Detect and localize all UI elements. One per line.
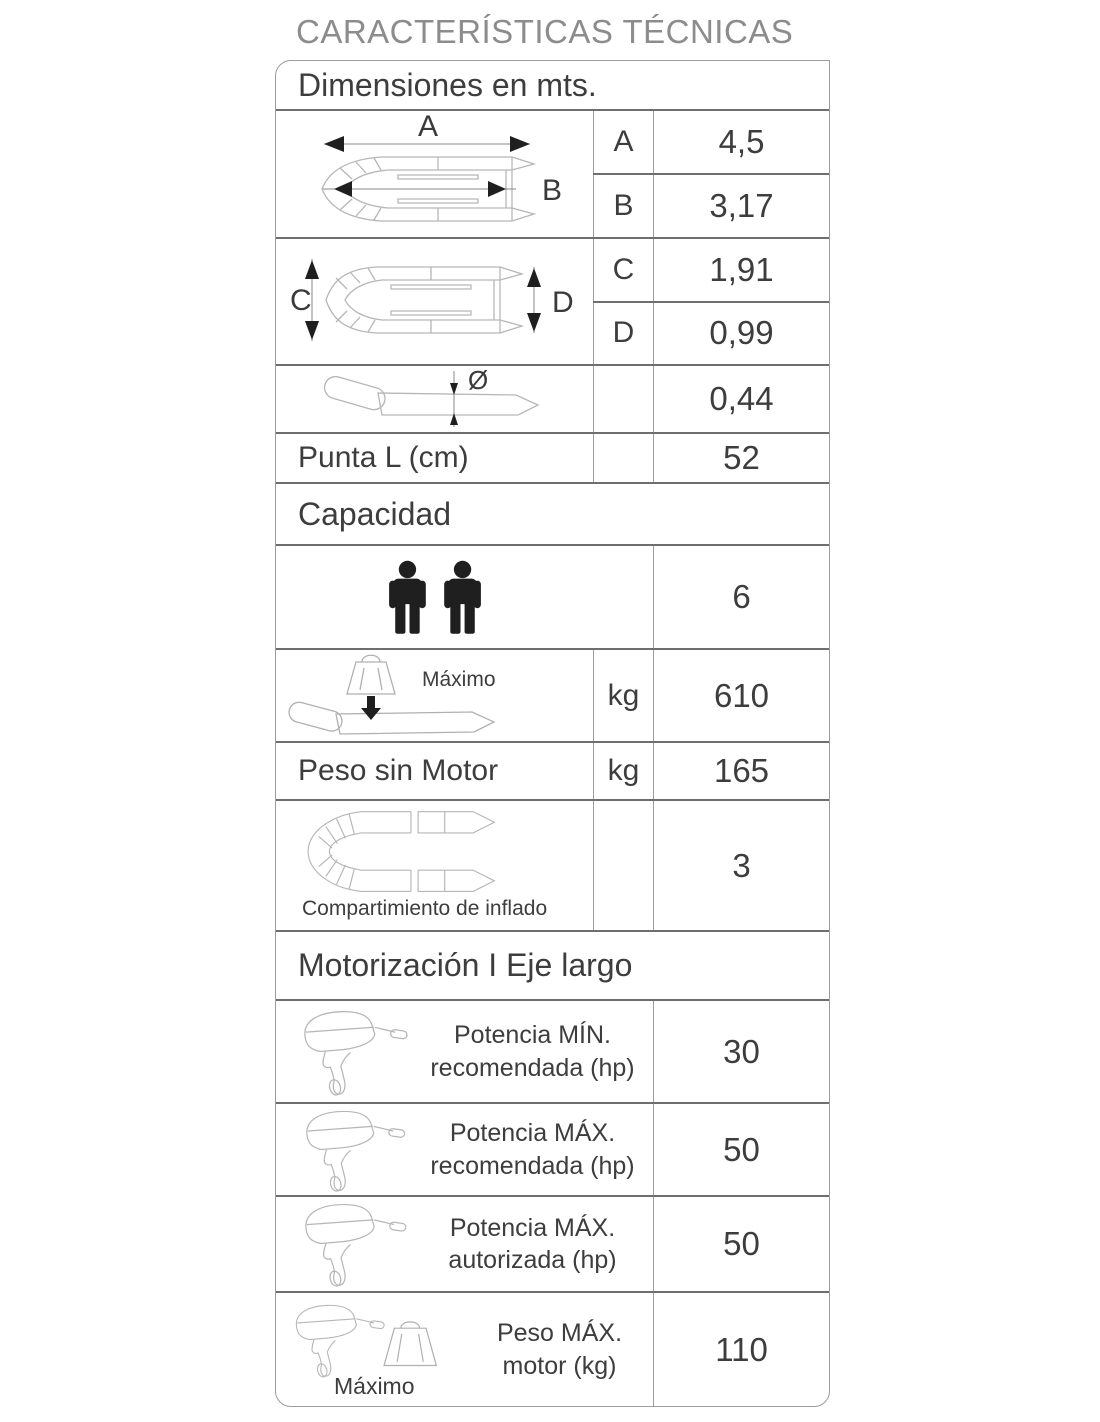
dim-label-d: D — [593, 303, 653, 365]
capacity-header-row — [276, 484, 829, 546]
power-min-value: 30 — [653, 1001, 829, 1102]
outboard-motor-icon — [290, 1199, 412, 1289]
dim-label-c: C — [593, 239, 653, 301]
power-max-rec-cell — [276, 1104, 653, 1195]
inflation-row — [276, 801, 829, 932]
ab-values-column — [593, 111, 829, 237]
dimensions-header: Dimensiones en mts. — [298, 66, 597, 103]
power-max-auth-label-line1: Potencia MÁX. — [449, 1213, 616, 1242]
weight-no-motor-value: 165 — [653, 743, 829, 799]
inflation-value: 3 — [653, 801, 829, 930]
max-load-icon-label: Máximo — [422, 668, 496, 691]
power-max-auth-label-line2: autorizada (hp) — [448, 1246, 617, 1274]
persons-row — [276, 546, 829, 650]
power-min-label-line1: Potencia MÍN. — [453, 1021, 611, 1049]
weight-icon — [370, 1317, 456, 1373]
power-min-row — [276, 1001, 829, 1104]
max-load-row — [276, 650, 829, 743]
inflation-unit-cell — [593, 801, 653, 930]
motorization-header: Motorización I Eje largo — [298, 947, 633, 983]
persons-value: 6 — [653, 546, 829, 648]
diameter-symbol: Ø — [468, 366, 489, 395]
dimensions-header-row — [276, 61, 829, 111]
motor-weight-cell — [276, 1293, 653, 1406]
dimensions-ab-row — [276, 111, 829, 239]
inflation-caption: Compartimiento de inflado — [302, 897, 548, 920]
motor-weight-label — [466, 1317, 653, 1382]
punta-row — [276, 434, 829, 484]
motor-weight-row — [276, 1293, 829, 1406]
dim-letter-b: B — [542, 174, 563, 207]
max-load-value: 610 — [653, 650, 829, 741]
dim-value-a: 4,5 — [653, 111, 829, 173]
two-persons-icon — [384, 560, 486, 634]
boat-length-diagram-cell — [276, 111, 593, 237]
dim-value-b: 3,17 — [653, 175, 829, 237]
power-min-label-line2: recomendada (hp) — [430, 1053, 635, 1082]
motor-weight-label-line2: motor (kg) — [502, 1351, 617, 1380]
power-max-auth-label — [412, 1212, 653, 1277]
motorization-header-row — [276, 932, 829, 1001]
tube-compartments-icon — [276, 801, 593, 895]
boat-top-view-length-icon — [276, 111, 593, 237]
outboard-motor-icon — [290, 1006, 412, 1098]
dim-row-b — [593, 175, 829, 237]
diameter-unit-cell — [593, 366, 653, 432]
weight-no-motor-unit: kg — [593, 743, 653, 799]
motor-weight-icon-label: Máximo — [334, 1373, 415, 1399]
power-max-rec-row — [276, 1104, 829, 1197]
punta-unit-cell — [593, 434, 653, 482]
boat-top-view-width-icon — [276, 239, 593, 364]
persons-icon-cell — [276, 546, 653, 648]
power-max-auth-row — [276, 1197, 829, 1293]
tube-diameter-row — [276, 366, 829, 434]
dim-letter-a: A — [417, 111, 439, 143]
max-load-diagram-cell — [276, 650, 593, 741]
power-min-label — [412, 1019, 653, 1084]
inflation-diagram-cell — [276, 801, 593, 930]
weight-no-motor-label: Peso sin Motor — [298, 754, 499, 787]
dim-value-d: 0,99 — [653, 303, 829, 365]
weight-on-boat-icon — [276, 650, 593, 741]
punta-value: 52 — [653, 434, 829, 482]
motor-weight-icons — [276, 1293, 466, 1406]
power-max-rec-label-line1: Potencia MÁX. — [449, 1119, 616, 1147]
punta-label: Punta L (cm) — [298, 441, 469, 474]
dim-letter-c: C — [290, 284, 312, 317]
power-max-auth-cell — [276, 1197, 653, 1291]
dim-row-d — [593, 303, 829, 365]
dim-row-c — [593, 239, 829, 303]
diameter-value: 0,44 — [653, 366, 829, 432]
max-load-unit: kg — [593, 650, 653, 741]
motor-weight-value: 110 — [653, 1293, 829, 1406]
capacity-header: Capacidad — [298, 495, 451, 532]
dimensions-cd-row — [276, 239, 829, 366]
boat-width-diagram-cell — [276, 239, 593, 364]
tube-diameter-diagram-cell — [276, 366, 593, 432]
dim-value-c: 1,91 — [653, 239, 829, 301]
motor-weight-label-line1: Peso MÁX. — [496, 1319, 623, 1347]
dim-row-a — [593, 111, 829, 175]
weight-no-motor-row — [276, 743, 829, 801]
power-max-rec-label-line2: recomendada (hp) — [430, 1151, 635, 1180]
outboard-motor-icon — [290, 1106, 412, 1194]
dim-label-a: A — [593, 111, 653, 173]
power-max-auth-value: 50 — [653, 1197, 829, 1291]
cd-values-column — [593, 239, 829, 364]
technical-specs-table — [275, 60, 830, 1407]
dim-letter-d: D — [552, 286, 574, 319]
power-max-rec-value: 50 — [653, 1104, 829, 1195]
dim-label-b: B — [593, 175, 653, 237]
page-title: CARACTERÍSTICAS TÉCNICAS — [296, 13, 794, 50]
boat-side-tube-icon — [276, 366, 593, 432]
power-min-cell — [276, 1001, 653, 1102]
power-max-rec-label — [412, 1117, 653, 1182]
